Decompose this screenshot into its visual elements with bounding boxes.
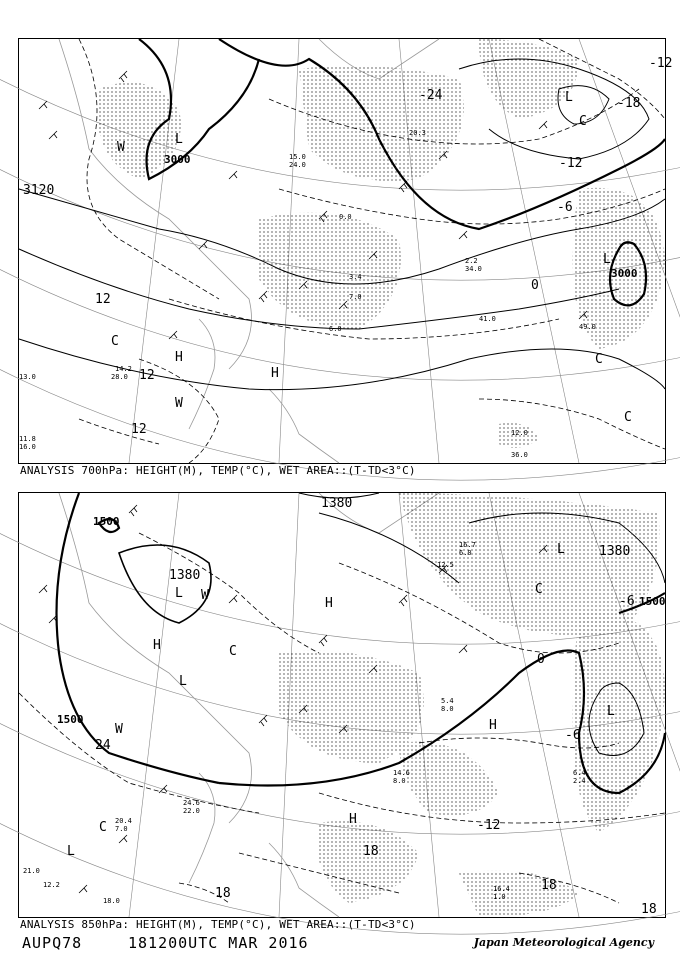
station-value: 0.0 xyxy=(339,213,352,221)
temperature-label: -6 xyxy=(565,728,581,743)
high-pressure-center: H xyxy=(325,596,333,611)
chart-700hpa xyxy=(19,39,673,463)
high-pressure-center: H xyxy=(175,350,183,365)
temperature-label: 0 xyxy=(537,652,545,667)
station-value: 18.0 xyxy=(103,897,120,905)
station-value: 16.0 xyxy=(19,443,36,451)
cold-center: C xyxy=(579,114,587,129)
product-code: AUPQ78 xyxy=(22,934,83,952)
station-value: 3.4 xyxy=(349,273,362,281)
temperature-label: -12 xyxy=(649,56,673,71)
station-value: 22.0 xyxy=(183,807,200,815)
height-label: 3000 xyxy=(611,267,638,280)
temperature-label: 12 xyxy=(131,422,147,437)
height-label: 1380 xyxy=(169,568,201,583)
station-value: 41.0 xyxy=(479,315,496,323)
caption-700hpa: ANALYSIS 700hPa: HEIGHT(M), TEMP(°C), WET AREA::(T-TD<3°C) xyxy=(20,464,416,477)
temperature-label: 24 xyxy=(95,738,111,753)
temperature-label: -12 xyxy=(559,156,583,171)
map-panel-700hpa xyxy=(18,38,673,464)
station-value: 16.7 xyxy=(459,541,476,549)
station-value: 8.0 xyxy=(441,705,454,713)
station-value: 2.4 xyxy=(573,777,586,785)
station-value: 6.0 xyxy=(459,549,472,557)
station-value: 28.0 xyxy=(111,373,128,381)
station-value: 6.0 xyxy=(329,325,342,333)
high-pressure-center: H xyxy=(489,718,497,733)
station-value: 21.0 xyxy=(23,867,40,875)
station-value: 12.2 xyxy=(43,881,60,889)
warm-center: W xyxy=(201,588,209,603)
wet-area xyxy=(97,39,665,448)
station-value: 13.0 xyxy=(19,373,36,381)
station-value: 20.4 xyxy=(115,817,132,825)
temperature-label: 0 xyxy=(531,278,539,293)
station-value: 12.0 xyxy=(511,429,528,437)
station-value: 36.0 xyxy=(511,451,528,459)
temperature-label: 18 xyxy=(215,886,231,901)
warm-center: W xyxy=(117,140,125,155)
high-pressure-center: H xyxy=(271,366,279,381)
temperature-label: -18 xyxy=(617,96,641,111)
agency-name: Japan Meteorological Agency xyxy=(473,936,654,949)
station-value: 34.0 xyxy=(465,265,482,273)
temperature-label: 18 xyxy=(541,878,557,893)
temperature-label: -12 xyxy=(477,818,501,833)
low-pressure-center: L xyxy=(175,586,183,601)
map-panel-850hpa xyxy=(18,492,666,918)
temperature-label: -6 xyxy=(557,200,573,215)
station-value: 20.3 xyxy=(409,129,426,137)
low-pressure-center: L xyxy=(67,844,75,859)
temperature-label: 12 xyxy=(139,368,155,383)
cold-center: C xyxy=(99,820,107,835)
height-label: 3000 xyxy=(164,153,191,166)
chart-850hpa xyxy=(19,493,665,917)
station-value: 49.0 xyxy=(579,323,596,331)
high-pressure-center: H xyxy=(153,638,161,653)
station-value: 5.4 xyxy=(441,697,454,705)
low-pressure-center: L xyxy=(179,674,187,689)
station-value: 24.0 xyxy=(289,161,306,169)
station-value: 15.0 xyxy=(289,153,306,161)
temperature-label: 12 xyxy=(95,292,111,307)
station-value: 1.0 xyxy=(493,893,506,901)
low-pressure-center: L xyxy=(603,252,611,267)
warm-center: W xyxy=(175,396,183,411)
station-value: 14.6 xyxy=(393,769,410,777)
height-label: 3120 xyxy=(23,183,55,198)
low-pressure-center: L xyxy=(565,90,573,105)
temperature-label: 18 xyxy=(363,844,379,859)
height-label: 1380 xyxy=(599,544,631,559)
cold-center: C xyxy=(535,582,543,597)
station-value: 6.4 xyxy=(573,769,586,777)
valid-time: 181200UTC MAR 2016 xyxy=(128,934,309,952)
caption-850hpa: ANALYSIS 850hPa: HEIGHT(M), TEMP(°C), WET AREA::(T-TD<3°C) xyxy=(20,918,416,931)
temperature-label: -24 xyxy=(419,88,443,103)
temperature-label: 18 xyxy=(641,902,657,917)
station-value: 2.2 xyxy=(465,257,478,265)
cold-center: C xyxy=(111,334,119,349)
height-label: 1500 xyxy=(57,713,84,726)
station-value: 16.4 xyxy=(493,885,510,893)
low-pressure-center: L xyxy=(607,704,615,719)
height-label: 1500 xyxy=(93,515,120,528)
high-pressure-center: H xyxy=(349,812,357,827)
station-value: 11.8 xyxy=(19,435,36,443)
cold-center: C xyxy=(624,410,632,425)
temperature-label: -6 xyxy=(619,594,635,609)
low-pressure-center: L xyxy=(175,132,183,147)
station-value: 12.5 xyxy=(437,561,454,569)
cold-center: C xyxy=(229,644,237,659)
low-pressure-center: L xyxy=(557,542,565,557)
height-label: 1500 xyxy=(639,595,666,608)
station-value: 8.0 xyxy=(393,777,406,785)
station-value: 7.0 xyxy=(349,293,362,301)
station-value: 24.6 xyxy=(183,799,200,807)
cold-center: C xyxy=(595,352,603,367)
warm-center: W xyxy=(115,722,123,737)
station-value: 7.0 xyxy=(115,825,128,833)
height-label: 1380 xyxy=(321,496,353,511)
station-value: 14.2 xyxy=(115,365,132,373)
